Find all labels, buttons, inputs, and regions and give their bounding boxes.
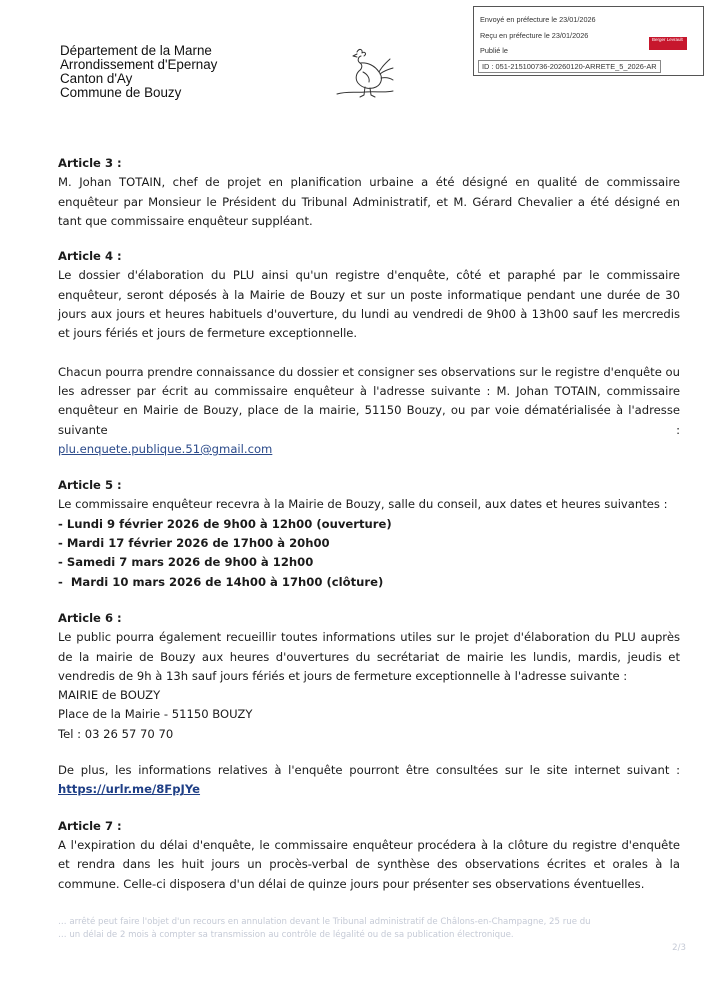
- phone-number: Tel : 03 26 57 70 70: [58, 726, 174, 741]
- document-body: [58, 154, 680, 894]
- rooster-logo-icon: [335, 44, 395, 100]
- stamp-id: ID : 051-215100736-20260120-ARRETE_5_2026-AR: [478, 60, 661, 73]
- article-3-text: M. Johan TOTAIN, chef de projet en planification urbaine a été désigné en qualité de commissaire enquêteur par Monsieur le Président du Tribunal Administratif, et M. Gérard Chevalier a été désigné en tant que commissaire enquêteur suppléant.: [58, 175, 680, 228]
- article-4-heading: Article 4 :: [58, 249, 122, 264]
- article-6-text: Le public pourra également recueillir toutes informations utiles sur le projet d'élaboration du PLU auprès de la mairie de Bouzy aux heures d'ouvertures du secrétariat de mairie les lundis, mardis, jeudis et vendredis de 9h à 13h sauf jours fériés et jours de fermeture exceptionnelle à l'adresse suivante :: [58, 630, 680, 683]
- permanence-date-2: - Mardi 17 février 2026 de 17h00 à 20h00: [58, 536, 330, 551]
- permanence-date-3: - Samedi 7 mars 2026 de 9h00 à 12h00: [58, 555, 314, 570]
- berger-levrault-logo: Berger Levrault: [649, 37, 687, 50]
- stamp-sent-date: Envoyé en préfecture le 23/01/2026: [480, 15, 596, 24]
- article-5-intro: Le commissaire enquêteur recevra à la Mairie de Bouzy, salle du conseil, aux dates et heures suivantes :: [58, 497, 668, 512]
- address-line-2: Place de la Mairie - 51150 BOUZY: [58, 707, 253, 722]
- footer-line-2: … un délai de 2 mois à compter sa transmission au contrôle de légalité ou de sa publication électronique.: [58, 930, 514, 940]
- article-6-heading: Article 6 :: [58, 610, 122, 625]
- footer-line-1: … arrêté peut faire l'objet d'un recours en annulation devant le Tribunal administratif de Châlons-en-Champagne, 25 rue du: [58, 917, 591, 927]
- email-link[interactable]: plu.enquete.publique.51@gmail.com: [58, 441, 273, 456]
- website-text: De plus, les informations relatives à l'enquête pourront être consultées sur le site internet suivant :: [58, 763, 680, 778]
- legal-footer: [58, 916, 688, 953]
- article-7-text: A l'expiration du délai d'enquête, le commissaire enquêteur procédera à la clôture du registre d'enquête et rendra dans les huit jours un procès-verbal de synthèse des observations écrites et orales à la commune. Celle-ci disposera d'un délai de quinze jours pour présenter ses observations éventuelles.: [58, 837, 680, 891]
- page-number: 2/3: [672, 943, 686, 953]
- stamp-published: Publié le: [480, 46, 508, 55]
- administrative-header: [60, 44, 217, 100]
- address-line-1: MAIRIE de BOUZY: [58, 688, 161, 703]
- article-5-heading: Article 5 :: [58, 478, 122, 493]
- article-3-heading: Article 3 :: [58, 156, 122, 170]
- prefecture-stamp: [473, 6, 704, 76]
- permanence-date-4: - Mardi 10 mars 2026 de 14h00 à 17h00 (clôture): [58, 574, 384, 589]
- permanence-date-1: - Lundi 9 février 2026 de 9h00 à 12h00 (ouverture): [58, 516, 392, 531]
- header-arrondissement: Arrondissement d'Epernay: [60, 57, 218, 72]
- header-department: Département de la Marne: [60, 43, 212, 58]
- website-link[interactable]: https://urlr.me/8FpJYe: [58, 782, 201, 797]
- article-4-observations-text: Chacun pourra prendre connaissance du dossier et consigner ses observations sur le registre d'enquête ou les adresser par écrit au commissaire enquêteur à l'adresse suivante : M. Johan TOTAIN, commissaire enquêteur en Mairie de Bouzy, place de la mairie, 51150 Bouzy, ou par voie dématérialisée à l'adresse suivante :: [58, 364, 680, 437]
- stamp-received-date: Reçu en préfecture le 23/01/2026: [480, 31, 589, 40]
- article-7-heading: Article 7 :: [58, 818, 122, 833]
- article-4-text: Le dossier d'élaboration du PLU ainsi qu'un registre d'enquête, côté et paraphé par le commissaire enquêteur, seront déposés à la Mairie de Bouzy et sur un poste informatique pendant une durée de 30 jours aux jours et heures habituels d'ouverture, du lundi au vendredi de 9h00 à 13h00 sauf les mercredis et jours fériés et jours de fermeture exceptionnelle.: [58, 268, 680, 341]
- header-commune: Commune de Bouzy: [60, 85, 182, 100]
- header-canton: Canton d'Ay: [60, 71, 133, 86]
